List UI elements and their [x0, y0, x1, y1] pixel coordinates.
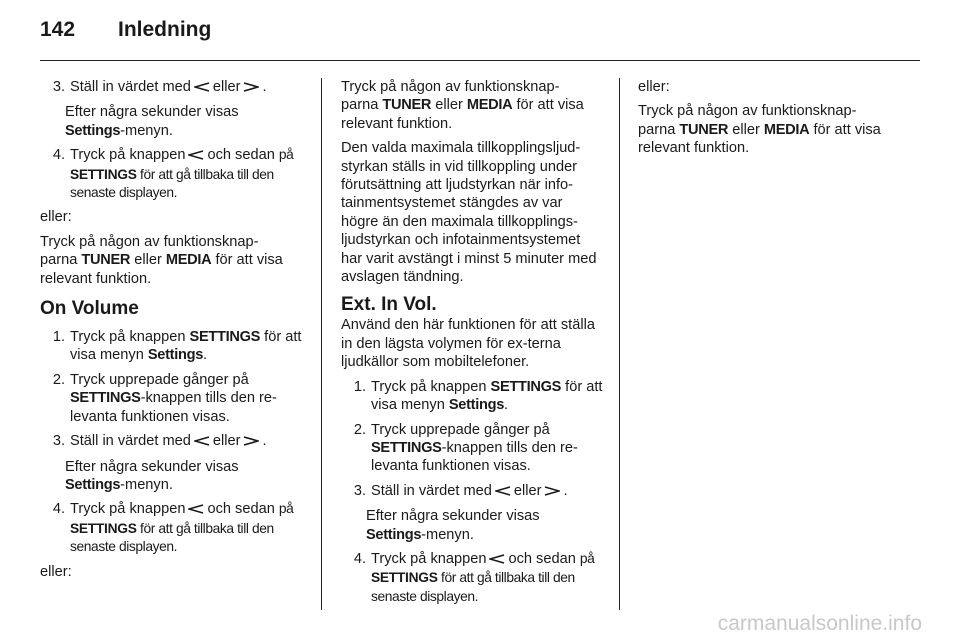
list-subtext: Efter några sekunder visas Settings-menyn. [366, 508, 540, 543]
list-item: 1. Tryck på knappen SETTINGS för att visa menyn Settings. [353, 378, 603, 414]
list-item: 3. Ställ in värdet med eller . [341, 482, 603, 501]
page-number: 142 [40, 18, 76, 41]
list-item: 2. Tryck upprepade gånger på SETTINGS-knappen tills den re-levanta funktionen visas. [353, 421, 578, 475]
paragraph: Tryck på någon av funktionsknap- parna TUNER eller MEDIA för att visa relevant funktion. [638, 103, 881, 157]
list-item: 1. Tryck på knappen SETTINGS för att visa menyn Settings. [52, 329, 302, 364]
paragraph: Den valda maximala tillkopplingsljud-styrkan ställs in vid tillkoppling under förutsättning att ljudstyrkan när info-tainmentsystemet stängdes av var högre än den maximala tillkopplings-ljudstyrkan och infotainmentsystemet har varit avstängt i minst 5 minuter med avslagen tändning. [341, 140, 597, 286]
seek-left-icon [489, 551, 505, 569]
watermark: carmanualsonline.info [717, 612, 922, 635]
list-item: 3. Ställ in värdet med eller . [40, 432, 302, 451]
section-heading: Ext. In Vol. [341, 294, 437, 316]
column-3 [638, 78, 900, 164]
list-item: 4. Tryck på knappen och sedan på SETTINGS för att gå tillbaka till den senaste displayen. [52, 501, 294, 555]
seek-left-icon [194, 79, 210, 97]
seek-left-icon [188, 501, 204, 519]
section-heading: On Volume [40, 298, 139, 320]
column-divider [619, 78, 620, 610]
list-item: 4. Tryck på knappen och sedan på SETTINGS för att gå tillbaka till den senaste displayen. [52, 147, 294, 201]
seek-right-icon [544, 483, 560, 501]
list-subtext: Efter några sekunder visas Settings-menyn. [65, 104, 239, 139]
paragraph: Använd den här funktionen för att ställa in den lägsta volymen för ex-terna ljudkällor som mobiltelefoner. [341, 317, 595, 371]
seek-right-icon [243, 79, 259, 97]
paragraph: eller: [638, 79, 670, 95]
column-2 [341, 78, 603, 612]
list-item: 4. Tryck på knappen och sedan på SETTINGS för att gå tillbaka till den senaste displayen. [353, 550, 595, 604]
page-header [40, 18, 211, 42]
chapter-title: Inledning [118, 18, 212, 41]
paragraph: Tryck på någon av funktionsknap- parna TUNER eller MEDIA för att visa relevant funktion. [40, 233, 283, 287]
header-rule [40, 60, 920, 61]
seek-right-icon [243, 433, 259, 451]
column-divider [321, 78, 322, 610]
column-1 [40, 78, 302, 587]
paragraph: eller: [40, 209, 72, 226]
seek-left-icon [495, 483, 511, 501]
list-subtext: Efter några sekunder visas Settings-menyn. [65, 458, 239, 493]
paragraph: Tryck på någon av funktionsknap- parna TUNER eller MEDIA för att visa relevant funktion. [341, 79, 584, 132]
list-item: 3. Ställ in värdet med eller . [40, 78, 302, 97]
seek-left-icon [194, 433, 210, 451]
list-item: 2. Tryck upprepade gånger på SETTINGS-knappen tills den re-levanta funktionen visas. [52, 371, 277, 425]
paragraph: eller: [40, 563, 72, 580]
seek-left-icon [188, 147, 204, 165]
